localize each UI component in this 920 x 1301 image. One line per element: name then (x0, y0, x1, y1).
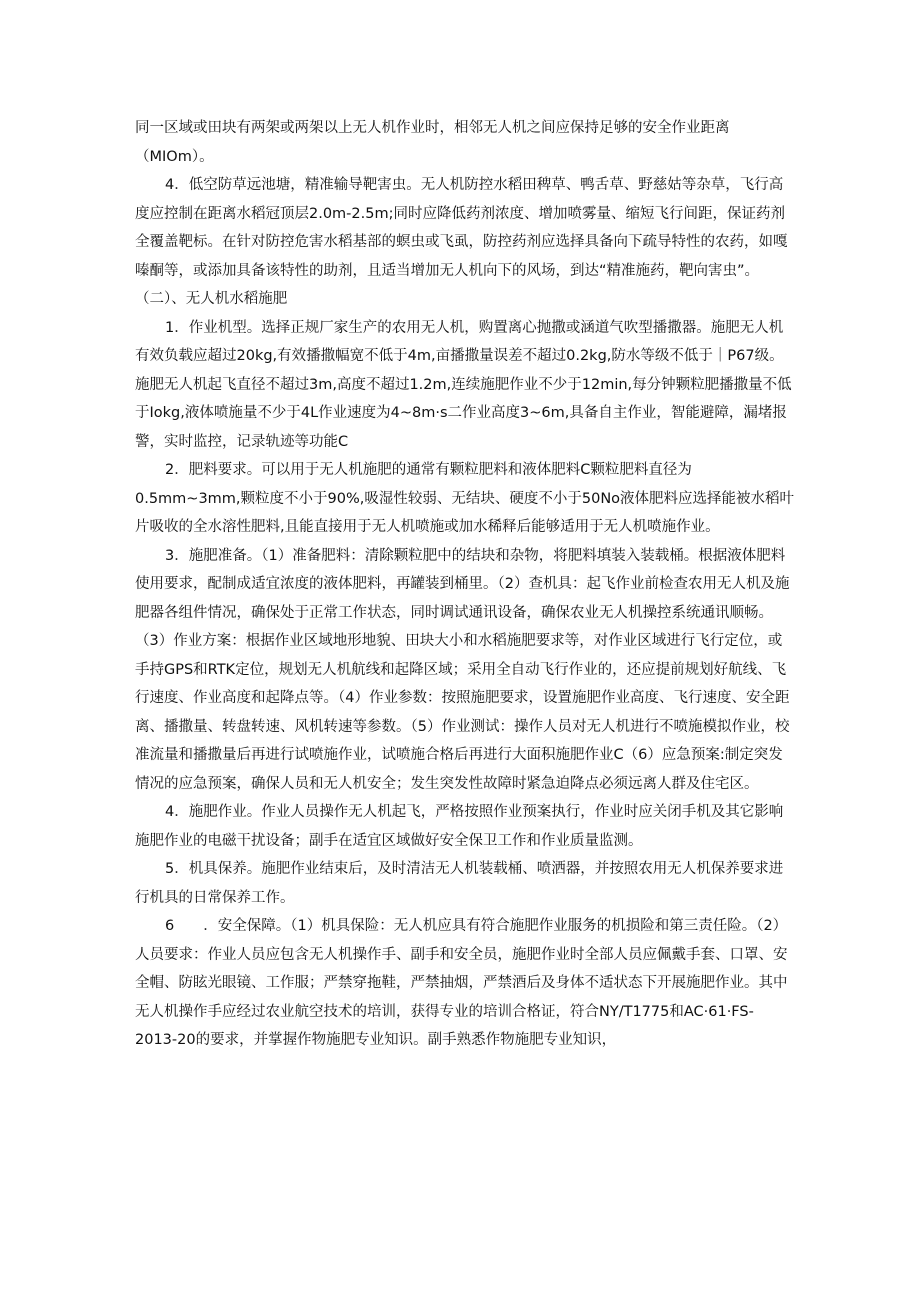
paragraph-weed-pest-control: 4．低空防草远池塘，精准输导靶害虫。无人机防控水稻田稗草、鸭舌草、野慈姑等杂草，飞行高度应控制在距离水稻冠顶层2.0m-2.5m;同时应降低药剂浓度、增加喷雾量、缩短飞行间距，保证药剂全覆盖靶标。在针对防控危害水稻基部的螟虫或飞虱，防控药剂应选择具备向下疏导特性的农药，如嘎嗪酮等，或添加具备该特性的助剂，且适当增加无人机向下的风场，到达“精准施药，靶向害虫”。 (135, 177, 788, 279)
section-heading-fertilization: （二）、无人机水稻施肥 (135, 291, 288, 307)
paragraph-safety-guarantee: 6 ．安全保障。（1）机具保险：无人机应具有符合施肥作业服务的机损险和第三责任险。（2）人员要求：作业人员应包含无人机操作手、副手和安全员，施肥作业时全部人员应佩戴手套、口罩、安全帽、防眩光眼镜、工作服；严禁穿拖鞋，严禁抽烟，严禁酒后及身体不适状态下开展施肥作业。其中无人机操作手应经过农业航空技术的培训，获得专业的培训合格证，符合NY/T1775和AC·61·FS-2013-20的要求，并掌握作物施肥专业知识。副手熟悉作物施肥专业知识， (135, 918, 788, 1048)
paragraph-safety-distance: 同一区域或田块有两架或两架以上无人机作业时，相邻无人机之间应保持足够的安全作业距离（MIOm）。 (135, 120, 730, 165)
paragraph-machine-type: 1．作业机型。选择正规厂家生产的农用无人机，购置离心抛撒或涵道气吹型播撒器。施肥无人机有效负载应超过20kg,有效播撒幅宽不低于4m,亩播撒量误差不超过0.2kg,防水等级不低于｜P67级。施肥无人机起飞直径不超过3m,高度不超过1.2m,连续施肥作业不少于12min,每分钟颗粒肥播撒量不低于Iokg,液体喷施量不少于4L作业速度为4~8m·s二作业高度3~6m,具备自主作业，智能避障，漏堵报警，实时监控，记录轨迹等功能C (135, 319, 792, 450)
paragraph-fertilization-operation: 4．施肥作业。作业人员操作无人机起飞，严格按照作业预案执行，作业时应关闭手机及其它影响施肥作业的电磁干扰设备；副手在适宜区域做好安全保卫工作和作业质量监测。 (135, 804, 784, 849)
paragraph-fertilization-preparation: 3．施肥准备。（1）准备肥料：清除颗粒肥中的结块和杂物，将肥料填装入装载桶。根据液体肥料使用要求，配制成适宜浓度的液体肥料，再罐装到桶里。（2）查机具：起飞作业前检查农用无人机及施肥器各组件情况，确保处于正常工作状态，同时调试通讯设备，确保农业无人机操控系统通讯顺畅。（3）作业方案：根据作业区域地形地貌、田块大小和水稻施肥要求等，对作业区域进行飞行定位，或手持GPS和RTK定位，规划无人机航线和起降区域；采用全自动飞行作业的，还应提前规划好航线、飞行速度、作业高度和起降点等。（4）作业参数：按照施肥要求，设置施肥作业高度、飞行速度、安全距离、播撒量、转盘转速、风机转速等参数。（5）作业测试：操作人员对无人机进行不喷施模拟作业，校准流量和播撒量后再进行试喷施作业，试喷施合格后再进行大面积施肥作业C（6）应急预案:制定突发情况的应急预案，确保人员和无人机安全；发生突发性故障时紧急迫降点必须远离人群及住宅区。 (135, 547, 790, 792)
paragraph-fertilizer-requirements: 2．肥料要求。可以用于无人机施肥的通常有颗粒肥料和液体肥料C颗粒肥料直径为0.5mm~3mm,颗粒度不小于90%,吸湿性较弱、无结块、硬度不小于50No液体肥料应选择能被水稻叶片吸收的全水溶性肥料,且能直接用于无人机喷施或加水稀释后能够适用于无人机喷施作业。 (135, 462, 795, 535)
document-body (135, 114, 795, 1055)
paragraph-machine-maintenance: 5．机具保养。施肥作业结束后，及时清洁无人机装载桶、喷洒器，并按照农用无人机保养要求进行机具的日常保养工作。 (135, 861, 784, 906)
